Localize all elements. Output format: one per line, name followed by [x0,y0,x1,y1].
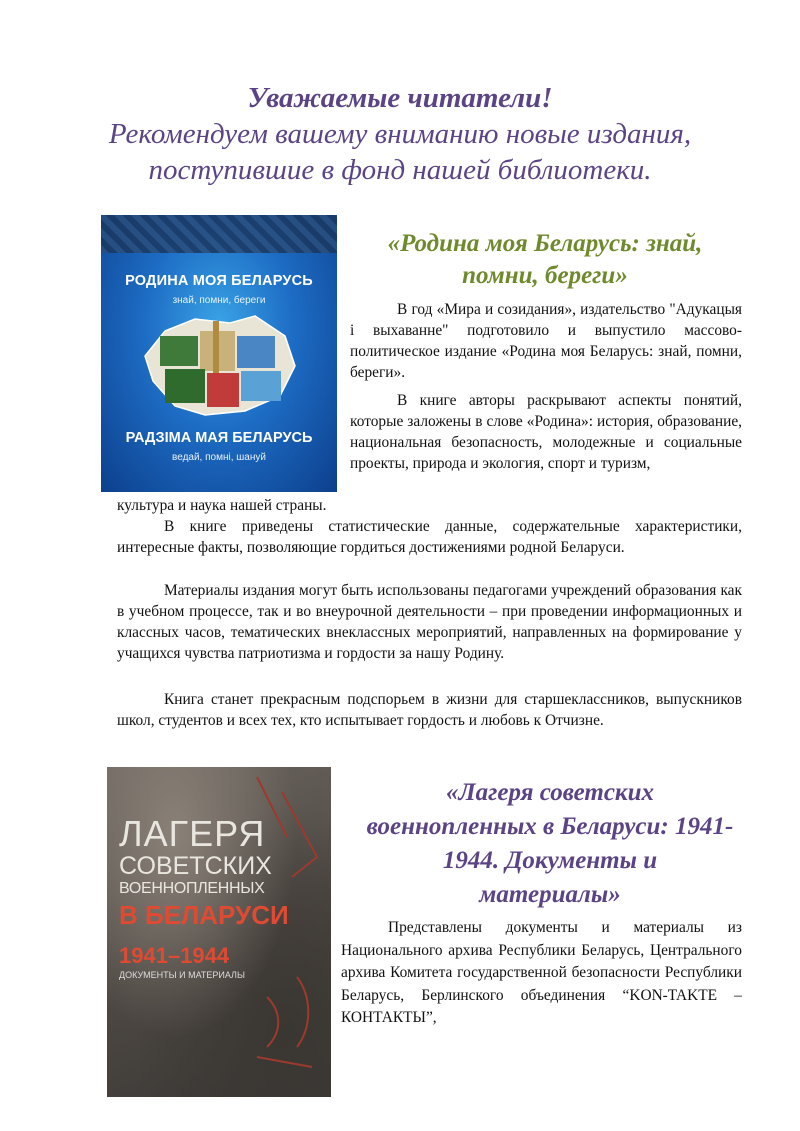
cover-line-4: В БЕЛАРУСИ [119,900,289,930]
book1-paragraph: В год «Мира и созидания», издательство "Адукацыя і выхаванне" подготовило и выпустило массово-политическое издание «Родина моя Беларусь: знай, помни, береги». [350,301,742,381]
book1-title-line-1: «Родина моя Беларусь: знай, [387,230,703,257]
book2-paragraph: Представлены документы и материалы из Национального архива Республики Беларусь, Центрального архива Комитета государственной безопасности Республики Беларусь, Берлинского объединения “KON-TAKTE – КОНТАКТЫ”, [341,919,742,1026]
cover-line-2: СОВЕТСКИХ [119,852,272,880]
intro-line-1: Рекомендуем вашему вниманию новые издания, [108,118,692,150]
book1-title [350,228,740,292]
cover-subtitle: ДОКУМЕНТЫ И МАТЕРИАЛЫ [119,970,245,980]
book1-paragraph: В книге приведены статистические данные, содержательные характеристики, интересные факты, позволяющие гордиться достижениями родной Беларуси. [117,518,742,556]
book1-paragraph: культура и наука нашей страны. [117,497,327,514]
cover-title-by: РАДЗІМА МАЯ БЕЛАРУСЬ [125,430,313,446]
book2-cover-image [107,767,331,1097]
book1-paragraph: Материалы издания могут быть использованы педагогами учреждений образования как в учебном процессе, так и во внеурочной деятельности – при проведении информационных и классных часов, тематических внеклассных мероприятий, направленных на формирование у учащихся чувства патриотизма и гордости за нашу Родину. [117,582,742,662]
cover-line-3: ВОЕННОПЛЕННЫХ [119,880,265,897]
book2-title-line-3: 1944. Документы и [442,847,658,874]
cover-years: 1941–1944 [119,943,230,968]
page-header [0,80,800,188]
book2-title-line-2: военнопленных в Беларуси: 1941- [366,813,734,840]
book2-title [340,776,760,912]
book1-paragraph: В книге авторы раскрывают аспекты понятий, которые заложены в слове «Родина»: история, образование, национальная безопасность, молодежные и социальные проекты, природа и экология, спорт и туризм, [350,392,742,472]
cover-subtitle-ru: знай, помни, береги [172,295,266,306]
book1-paragraph: Книга станет прекрасным подспорьем в жизни для старшеклассников, выпускников школ, студентов и всех тех, кто испытывает гордость и любовь к Отчизне. [117,691,742,729]
book1-cover-image [101,215,337,492]
book2-title-line-4: материалы» [479,881,621,908]
cover-title-ru: РОДИНА МОЯ БЕЛАРУСЬ [125,273,313,289]
cover-line-1: ЛАГЕРЯ [119,813,266,854]
cover-subtitle-by: ведай, помні, шануй [172,452,266,463]
intro-line-2: поступившие в фонд нашей библиотеки. [148,154,652,186]
book2-title-line-1: «Лагеря советских [446,779,654,806]
ornament-pattern [101,215,337,253]
greeting: Уважаемые читатели! [247,82,553,114]
belarus-map-collage [135,311,305,421]
book1-title-line-2: помни, береги» [462,262,628,289]
